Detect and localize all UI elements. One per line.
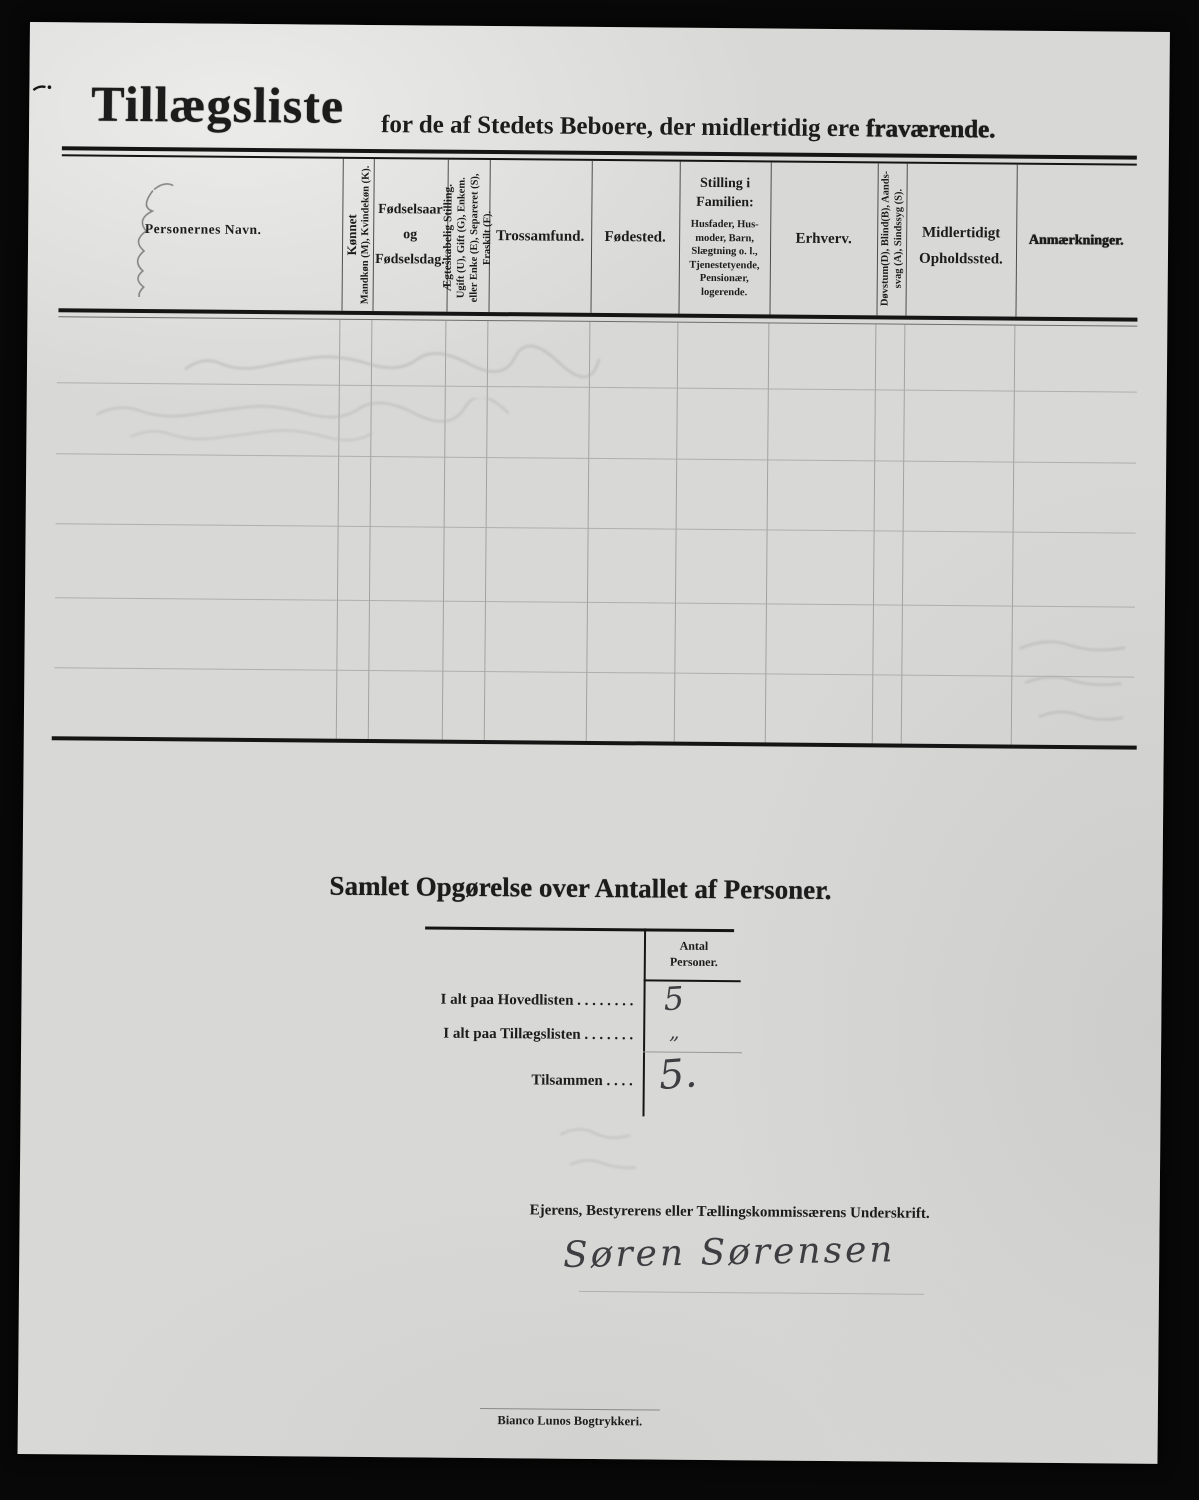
bleed-through-artifact [540, 1118, 651, 1191]
summary-value-tillaegslisten: „ [669, 1019, 680, 1044]
body-column-line [765, 323, 770, 742]
header-line: moder, Barn, [695, 232, 755, 244]
summary-title: Samlet Opgørelse over Antallet af Personer. [329, 870, 832, 906]
table-row-line [54, 667, 1134, 677]
page-subtitle-emphasis: fraværende. [865, 115, 996, 144]
column-header-stilling-i-familien [679, 174, 771, 300]
rotated-label-line: Kønnet [343, 214, 360, 256]
header-rule-thick [58, 308, 1137, 321]
rotated-label-line: Døvstum(D), Blind(B), Aands- [879, 170, 892, 307]
rotated-label-line: eller Enke (E), Separeret (S), [468, 173, 481, 303]
rotated-label-line: Ægteskabelig Stilling. [441, 183, 455, 292]
page-title: Tillægsliste [91, 75, 345, 134]
bleed-through-artifact [90, 395, 630, 456]
body-column-line [674, 323, 679, 742]
header-line: Fødselsaar [378, 202, 443, 218]
table-row-line [55, 597, 1135, 607]
summary-rule-top [425, 926, 734, 932]
column-header-fodselsaar [373, 197, 448, 273]
signature-name: Søren Sørensen [562, 1229, 896, 1277]
header-line: Tjenestetyende, [689, 259, 760, 271]
header-line: Familien: [696, 194, 754, 211]
column-header-anmaerkninger: Anmærkninger. [1028, 232, 1124, 249]
body-column-line [872, 324, 877, 743]
column-header-erhverv: Erhverv. [795, 230, 852, 248]
summary-rule-header [644, 979, 741, 982]
printer-imprint: Bianco Lunos Bogtrykkeri. [497, 1413, 643, 1429]
column-header-trossamfund: Trossamfund. [495, 228, 585, 245]
rotated-label-line: svag (A), Sindssyg (S). [892, 188, 905, 289]
column-header-konnet [344, 160, 373, 310]
document-page [18, 22, 1170, 1464]
column-header-fodested: Fødested. [604, 229, 666, 246]
header-line: Pensionær, [699, 272, 749, 285]
summary-row-label-hovedlisten: I alt paa Hovedlisten . . . . . . . . [440, 991, 634, 1010]
page-subtitle-text: for de af Stedets Beboere, der midlertidig ere [381, 111, 867, 143]
bleed-through-artifact [1009, 629, 1145, 740]
summary-row-label-tilsammen: Tilsammen . . . . [531, 1072, 633, 1090]
header-line: Midlertidigt [921, 224, 1001, 242]
signature-caption: Ejerens, Bestyrerens eller Tællingskommissærens Underskrift. [529, 1202, 930, 1222]
ink-blot [31, 80, 59, 100]
summary-column-header [648, 937, 740, 970]
pencil-scribble [108, 179, 181, 298]
summary-value-hovedlisten: 5 [662, 979, 686, 1019]
rotated-label-line: Mandkøn (M), Kvindekøn (K). [359, 165, 372, 305]
table-row-line [56, 523, 1136, 533]
summary-column-header-line: Personer. [669, 954, 718, 970]
header-line: Slægtning o. l., [691, 245, 758, 258]
body-column-line [901, 325, 906, 744]
page-subtitle [381, 111, 995, 144]
header-line: Opholdssted. [918, 250, 1003, 268]
column-header-personernes-navn: Personernes Navn. [144, 221, 262, 238]
column-header-midlertidigt-opholdssted [906, 220, 1016, 273]
summary-column-header-line: Antal [679, 938, 709, 953]
summary-value-tilsammen: 5. [657, 1050, 699, 1100]
header-line: og [403, 227, 418, 243]
column-header-aegteskabelig-stilling [441, 163, 494, 313]
header-line: Fødselsdag. [375, 252, 445, 268]
summary-row-label-tillaegslisten: I alt paa Tillægslisten . . . . . . . [443, 1025, 634, 1044]
footer-rule [480, 1408, 660, 1411]
header-line: Husfader, Hus- [690, 218, 759, 231]
rotated-label-line: Ugift (U), Gift (G), Enkem. [455, 177, 468, 299]
header-line: Stilling i [699, 175, 751, 192]
signature-line [579, 1291, 924, 1295]
column-header-dovstum [878, 163, 905, 313]
rotated-label-line: Fraskilt (F). [481, 210, 494, 266]
bleed-through-artifact [177, 341, 617, 391]
summary-vertical-line [642, 928, 646, 1116]
header-line: logerende. [701, 286, 748, 298]
table-rule-bottom [52, 736, 1137, 749]
